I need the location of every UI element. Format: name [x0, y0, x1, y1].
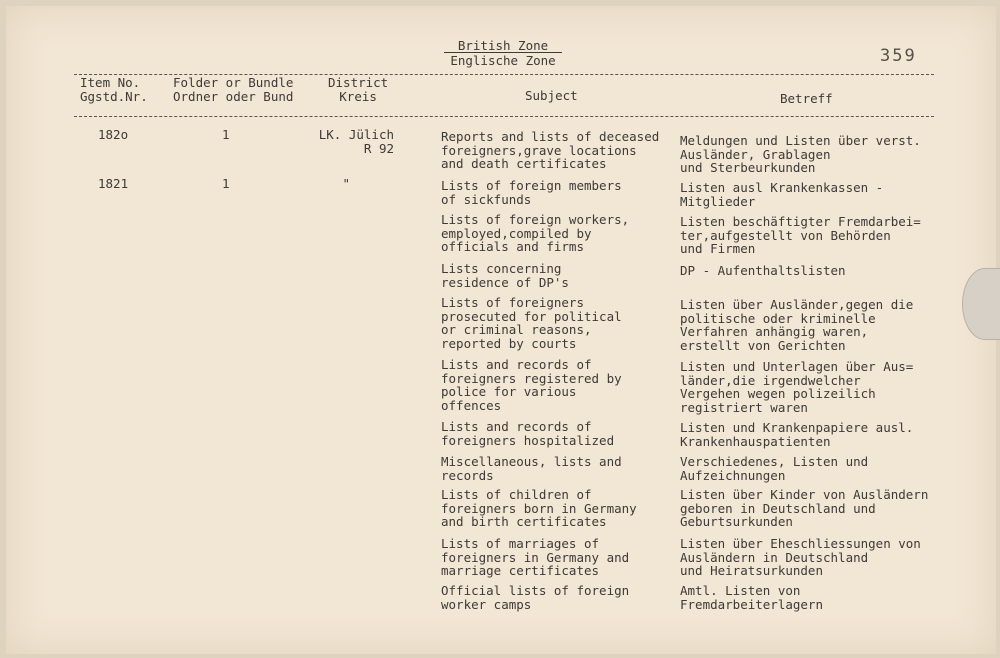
row-folder: 1 [222, 127, 230, 142]
row-subject: Lists of foreign members of sickfunds [441, 178, 622, 207]
zone-title-german: Englische Zone [444, 52, 562, 68]
header-betreff: Betreff [780, 91, 833, 106]
header-folder: Folder or Bundle Ordner oder Bund [173, 75, 294, 104]
header-rule-bottom [74, 116, 934, 117]
row-subject: Lists of foreign workers, employed,compiled by officials and firms [441, 212, 630, 255]
row-subject: Lists concerning residence of DP's [441, 261, 569, 290]
row-item-no: 182o [98, 127, 129, 142]
header-district: District Kreis [328, 75, 389, 104]
page-tab [962, 268, 1000, 340]
row-item-no: 1821 [98, 176, 129, 191]
row-betreff: Listen beschäftigter Fremdarbei= ter,aufgestellt von Behörden und Firmen [680, 214, 921, 257]
row-district: LK. Jülich R 92 [318, 127, 394, 156]
row-betreff: Listen und Unterlagen über Aus= länder,die irgendwelcher Vergehen wegen polizeilich registriert waren [680, 359, 914, 415]
row-folder: 1 [222, 176, 230, 191]
row-betreff: Verschiedenes, Listen und Aufzeichnungen [680, 454, 869, 483]
header-subject: Subject [525, 88, 578, 103]
zone-title-english: British Zone [457, 38, 549, 53]
row-betreff: Amtl. Listen von Fremdarbeiterlagern [680, 583, 823, 612]
row-betreff: DP - Aufenthaltslisten [680, 263, 846, 278]
row-subject: Lists of marriages of foreigners in Germany and marriage certificates [441, 536, 630, 579]
row-betreff: Meldungen und Listen über verst. Ausländer, Grablagen und Sterbeurkunden [680, 133, 921, 176]
row-subject: Miscellaneous, lists and records [441, 454, 622, 483]
row-betreff: Listen und Krankenpapiere ausl. Krankenhauspatienten [680, 420, 914, 449]
page-number: 359 [880, 46, 917, 66]
row-subject: Lists and records of foreigners hospitalized [441, 419, 615, 448]
row-district: " [342, 176, 350, 191]
row-subject: Lists and records of foreigners registered by police for various offences [441, 357, 622, 413]
row-betreff: Listen ausl Krankenkassen - Mitglieder [680, 180, 884, 209]
row-subject: Lists of children of foreigners born in Germany and birth certificates [441, 487, 637, 530]
row-subject: Lists of foreigners prosecuted for political or criminal reasons, reported by courts [441, 295, 622, 351]
row-subject: Official lists of foreign worker camps [441, 583, 630, 612]
row-subject: Reports and lists of deceased foreigners,grave locations and death certificates [441, 129, 660, 172]
row-betreff: Listen über Kinder von Ausländern geboren in Deutschland und Geburtsurkunden [680, 487, 929, 530]
header-item-no: Item No. Ggstd.Nr. [80, 75, 148, 104]
row-betreff: Listen über Eheschliessungen von Ausländern in Deutschland und Heiratsurkunden [680, 536, 921, 579]
row-betreff: Listen über Ausländer,gegen die politische oder kriminelle Verfahren anhängig waren, erstellt von Gerichten [680, 297, 914, 353]
